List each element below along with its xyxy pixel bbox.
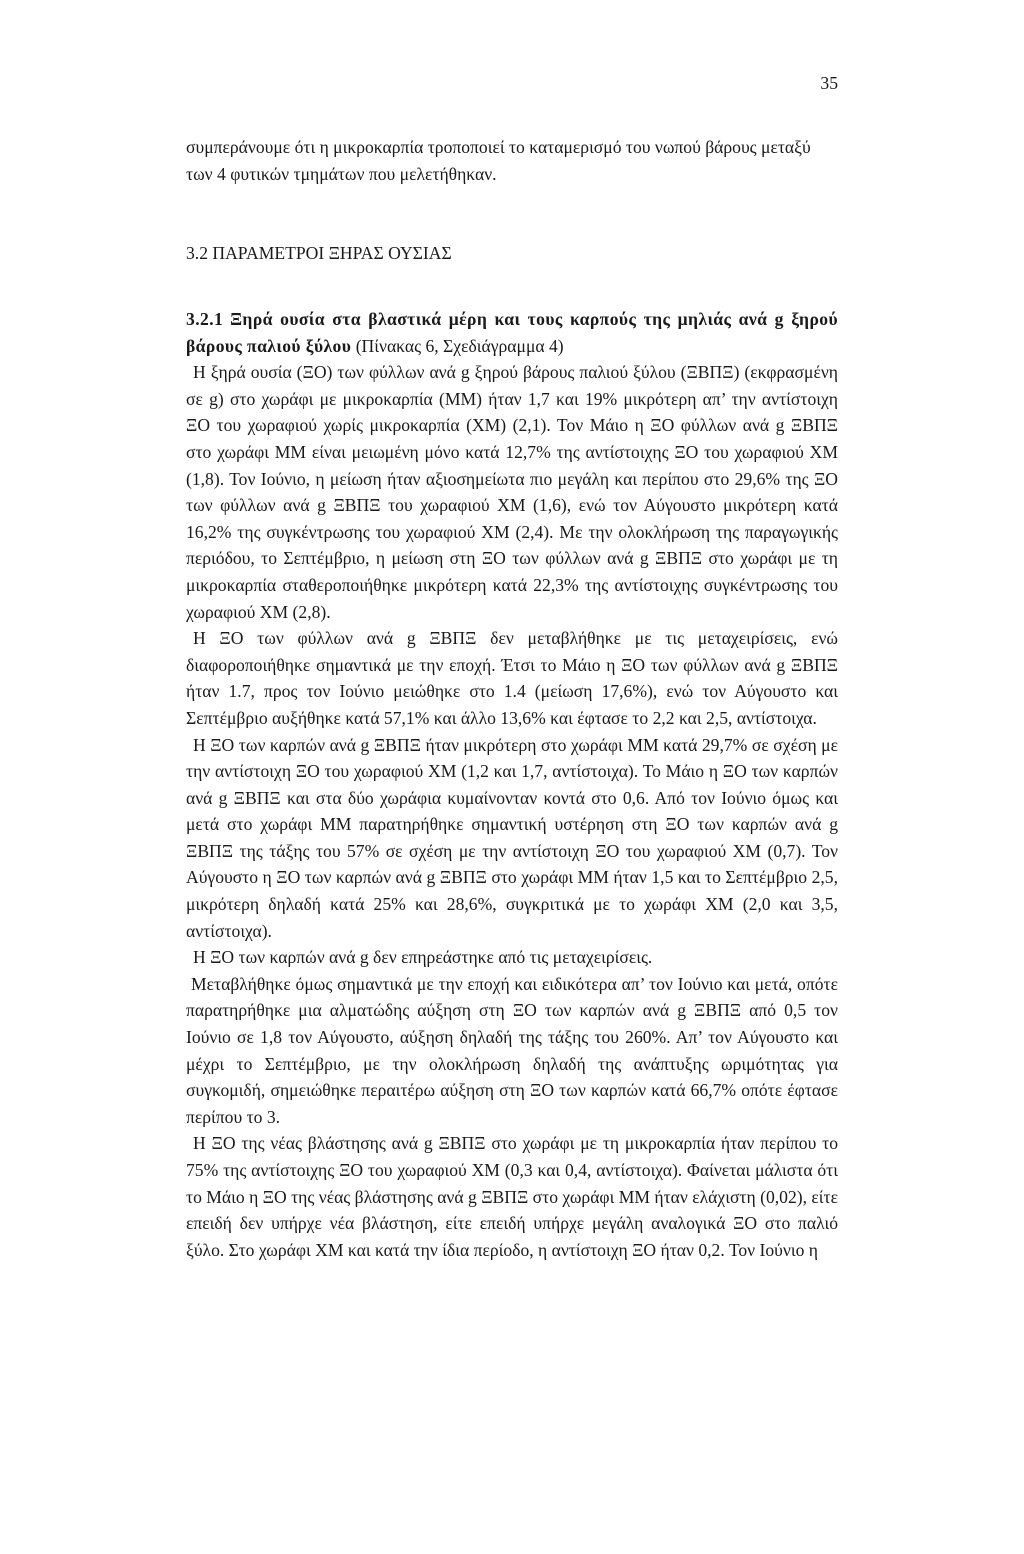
- paragraph-fruit-dry-matter: Η ΞΟ των καρπών ανά g ΞΒΠΞ ήταν μικρότερη στο χωράφι ΜΜ κατά 29,7% σε σχέση με την αντίστοιχη ΞΟ του χωραφιού ΧΜ (1,2 και 1,7, αντίστοιχα). Το Μάιο η ΞΟ των καρπών ανά g ΞΒΠΞ και στα δύο χωράφια κυμαίνονταν κοντά στο 0,6. Από τον Ιούνιο όμως και μετά στο χωράφι ΜΜ παρατηρήθηκε σημαντική υστέρηση στη ΞΟ των καρπών ανά g ΞΒΠΞ της τάξης του 57% σε σχέση με την αντίστοιχη ΞΟ του χωραφιού ΧΜ (0,7). Τον Αύγουστο η ΞΟ των καρπών ανά g ΞΒΠΞ στο χωράφι ΜΜ ήταν 1,5 και το Σεπτέμβριο 2,5, μικρότερη δηλαδή κατά 25% και 28,6%, συγκριτικά με το χωράφι ΧΜ (2,0 και 3,5, αντίστοιχα).: [186, 734, 838, 941]
- subsection-title: Ξηρά ουσία στα βλαστικά μέρη και τους καρπούς της μηλιάς ανά g ξηρού βάρους παλιού ξύλου: [186, 309, 838, 356]
- subsection-heading: [186, 306, 838, 359]
- subsection-number: 3.2.1: [186, 309, 224, 329]
- subsection-reference: (Πίνακας 6, Σχεδιάγραμμα 4): [355, 335, 564, 356]
- paragraph-new-growth: Η ΞΟ της νέας βλάστησης ανά g ΞΒΠΞ στο χωράφι με τη μικροκαρπία ήταν περίπου το 75% της αντίστοιχης ΞΟ του χωραφιού ΧΜ (0,3 και 0,4, αντίστοιχα). Φαίνεται μάλιστα ότι το Μάιο η ΞΟ της νέας βλάστησης ανά g ΞΒΠΞ στο χωράφι ΜΜ ήταν ελάχιστη (0,02), είτε επειδή δεν υπήρχε νέα βλάστηση, είτε επειδή υπήρχε μεγάλη αναλογικά ΞΟ στο παλιό ξύλο. Στο χωράφι ΧΜ και κατά την ίδια περίοδο, η αντίστοιχη ΞΟ ήταν 0,2. Τον Ιούνιο η: [186, 1133, 838, 1260]
- paragraph-leaf-dry-matter: Η ξηρά ουσία (ΞΟ) των φύλλων ανά g ξηρού βάρους παλιού ξύλου (ΞΒΠΞ) (εκφρασμένη σε g) στο χωράφι με μικροκαρπία (ΜΜ) ήταν 1,7 και 19% μικρότερη απ’ την αντίστοιχη ΞΟ του χωραφιού χωρίς μικροκαρπία (ΧΜ) (2,1). Τον Μάιο η ΞΟ φύλλων ανά g ΞΒΠΞ στο χωράφι ΜΜ είναι μειωμένη μόνο κατά 12,7% της αντίστοιχης ΞΟ του χωραφιού ΧΜ (1,8). Τον Ιούνιο, η μείωση ήταν αξιοσημείωτα πιο μεγάλη και περίπου στο 29,6% της ΞΟ των φύλλων ανά g ΞΒΠΞ του χωραφιού ΧΜ (1,6), ενώ τον Αύγουστο μικρότερη κατά 16,2% της συγκέντρωσης του χωραφιού ΧΜ (2,4). Με την ολοκλήρωση της παραγωγικής περιόδου, το Σεπτέμβριο, η μείωση στη ΞΟ των φύλλων ανά g ΞΒΠΞ στο χωράφι με τη μικροκαρπία σταθεροποιήθηκε μικρότερη κατά 22,3% της αντίστοιχης συγκέντρωσης του χωραφιού ΧΜ (2,8).: [186, 362, 838, 622]
- intro-paragraph: συμπεράνουμε ότι η μικροκαρπία τροποποιεί το καταμερισμό του νωπού βάρους μεταξύ των 4 φυτικών τμημάτων που μελετήθηκαν.: [186, 137, 811, 184]
- subsection-3-2-1: [186, 306, 838, 1263]
- page-number: 35: [820, 73, 838, 93]
- paragraph-fruit-season: Μεταβλήθηκε όμως σημαντικά με την εποχή και ειδικότερα απ’ τον Ιούνιο και μετά, οπότε παρατηρήθηκε μια αλματώδης αύξηση στη ΞΟ των καρπών ανά g ΞΒΠΞ από 0,5 τον Ιούνιο σε 1,8 τον Αύγουστο, αύξηση δηλαδή της τάξης του 260%. Απ’ τον Αύγουστο και μέχρι το Σεπτέμβριο, με την ολοκλήρωση δηλαδή της ανάπτυξης ωριμότητας για συγκομιδή, σημειώθηκε περαιτέρω αύξηση στη ΞΟ των καρπών κατά 66,7% οπότε έφτασε περίπου το 3.: [186, 973, 838, 1127]
- paragraph-fruit-treatments: Η ΞΟ των καρπών ανά g δεν επηρεάστηκε από τις μεταχειρίσεις.: [193, 947, 653, 968]
- section-heading: 3.2 ΠΑΡΑΜΕΤΡΟΙ ΞΗΡΑΣ ΟΥΣΙΑΣ: [186, 243, 452, 263]
- paragraph-leaf-season: Η ΞΟ των φύλλων ανά g ΞΒΠΞ δεν μεταβλήθηκε με τις μεταχειρίσεις, ενώ διαφοροποιήθηκε σημαντικά με την εποχή. Έτσι το Μάιο η ΞΟ των φύλλων ανά g ΞΒΠΞ ήταν 1.7, προς τον Ιούνιο μειώθηκε στο 1.4 (μείωση 17,6%), ενώ τον Αύγουστο και Σεπτέμβριο αυξήθηκε κατά 57,1% και άλλο 13,6% και έφτασε το 2,2 και 2,5, αντίστοιχα.: [186, 628, 838, 728]
